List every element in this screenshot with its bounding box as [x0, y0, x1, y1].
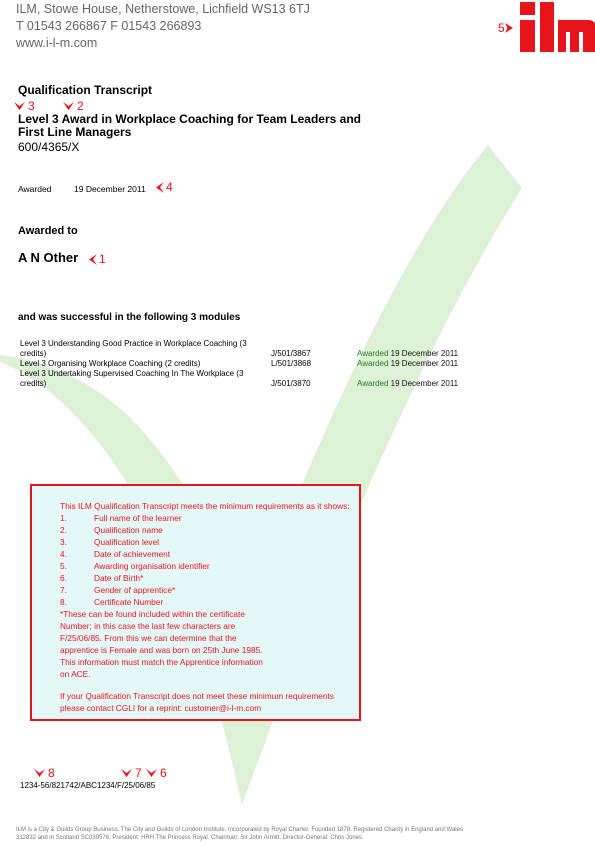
- notice-footnote: This information must match the Apprentice information: [60, 657, 263, 667]
- notice-item-number: 6.: [60, 573, 67, 583]
- notice-item-text: Certificate Number: [94, 597, 164, 607]
- qualification-code: 600/4365/X: [18, 140, 80, 154]
- marker-3: 3: [14, 99, 35, 113]
- module-title: Level 3 Organising Workplace Coaching (2 credits): [20, 359, 201, 368]
- module-award-date: 19 December 2011: [390, 359, 459, 368]
- legal-footer-line: 312832 and in Scotland SC039576. President: HRH The Princess Royal. Chairman: Sir John Armitt. Director-General: Chris Jones.: [16, 835, 364, 841]
- learner-name: A N Other: [18, 250, 79, 265]
- marker-1: 1: [89, 252, 106, 266]
- awarded-date: 19 December 2011: [74, 184, 146, 194]
- arrow-down-icon: [34, 769, 45, 777]
- qualification-name: Level 3 Award in Workplace Coaching for Team Leaders and First Line Managers: [18, 112, 361, 139]
- module-award-date: 19 December 2011: [390, 379, 459, 388]
- marker-4: 4: [156, 180, 173, 194]
- notice-item-number: 3.: [60, 537, 67, 547]
- certificate-reference-number: 1234-56/821742/ABC1234/F/25/06/85: [20, 781, 156, 790]
- module-award-label: Awarded: [357, 379, 389, 388]
- notice-footnote: *These can be found included within the certificate: [60, 609, 245, 619]
- requirements-notice-box: [30, 484, 361, 721]
- notice-footnote: F/25/06/85. From this we can determine that the: [60, 633, 237, 643]
- marker-5: 5: [498, 21, 513, 35]
- marker-7: 7: [121, 766, 142, 780]
- module-code: L/501/3868: [271, 359, 312, 368]
- notice-item-text: Qualification level: [94, 537, 160, 547]
- arrow-left-icon: [89, 254, 97, 265]
- awarded-label: Awarded: [18, 184, 52, 194]
- module-title: Level 3 Undertaking Supervised Coaching In The Workplace (3 credits): [20, 369, 244, 388]
- notice-item-number: 5.: [60, 561, 67, 571]
- marker-2: 2: [63, 99, 84, 113]
- notice-item-text: Gender of apprentice*: [94, 585, 176, 595]
- phone-fax-line: T 01543 266867 F 01543 266893: [16, 19, 202, 33]
- legal-footer-line: ILM is a City & Guilds Group Business. The City and Guilds of London Institute. Incorporated by Royal Charter. Founded 1878. Registered Charity in England and Wales: [16, 827, 463, 833]
- module-code: J/501/3870: [271, 379, 311, 388]
- notice-footnote: apprentice is Female and was born on 25th June 1985.: [60, 645, 263, 655]
- module-code: J/501/3867: [271, 349, 311, 358]
- module-award: [357, 349, 458, 358]
- arrow-left-icon: [156, 182, 164, 193]
- notice-contact: If your Qualification Transcript does not meet these minimum requirements: [60, 691, 334, 701]
- notice-footnote: on ACE.: [60, 669, 91, 679]
- notice-item-text: Qualification name: [94, 525, 163, 535]
- module-award-date: 19 December 2011: [390, 349, 459, 358]
- module-award-label: Awarded: [357, 359, 389, 368]
- website-line: www.i-l-m.com: [16, 36, 98, 50]
- notice-item-number: 8.: [60, 597, 67, 607]
- notice-intro: This ILM Qualification Transcript meets the minimum requirements as it shows:: [60, 501, 350, 511]
- arrow-down-icon: [63, 102, 74, 110]
- notice-footnote: Number; in this case the last few characters are: [60, 621, 236, 631]
- notice-item-text: Date of achievement: [94, 549, 171, 559]
- notice-item-text: Date of Birth*: [94, 573, 144, 583]
- notice-item-number: 2.: [60, 525, 67, 535]
- notice-item-text: Awarding organisation identifier: [94, 561, 210, 571]
- marker-8: 8: [34, 766, 55, 780]
- notice-item-text: Full name of the learner: [94, 513, 182, 523]
- notice-item-number: 4.: [60, 549, 67, 559]
- notice-item-number: 1.: [60, 513, 67, 523]
- module-award-label: Awarded: [357, 349, 389, 358]
- modules-heading: and was successful in the following 3 modules: [18, 312, 241, 323]
- ilm-logo-icon: [518, 0, 595, 56]
- notice-item-number: 7.: [60, 585, 67, 595]
- arrow-right-icon: [505, 23, 513, 33]
- legal-footer: [16, 826, 586, 842]
- module-award: [357, 359, 458, 368]
- module-title: Level 3 Understanding Good Practice in Workplace Coaching (3 credits): [20, 339, 247, 358]
- module-award: [357, 379, 458, 388]
- arrow-down-icon: [146, 769, 157, 777]
- awarded-to-label: Awarded to: [18, 225, 78, 237]
- notice-contact-email: please contact CGLI for a reprint: customer@i-l-m.com: [60, 703, 262, 713]
- arrow-down-icon: [14, 102, 25, 110]
- arrow-down-icon: [121, 769, 132, 777]
- page-title: Qualification Transcript: [18, 83, 153, 97]
- marker-6: 6: [146, 766, 167, 780]
- address-line: ILM, Stowe House, Netherstowe, Lichfield WS13 6TJ: [16, 2, 310, 16]
